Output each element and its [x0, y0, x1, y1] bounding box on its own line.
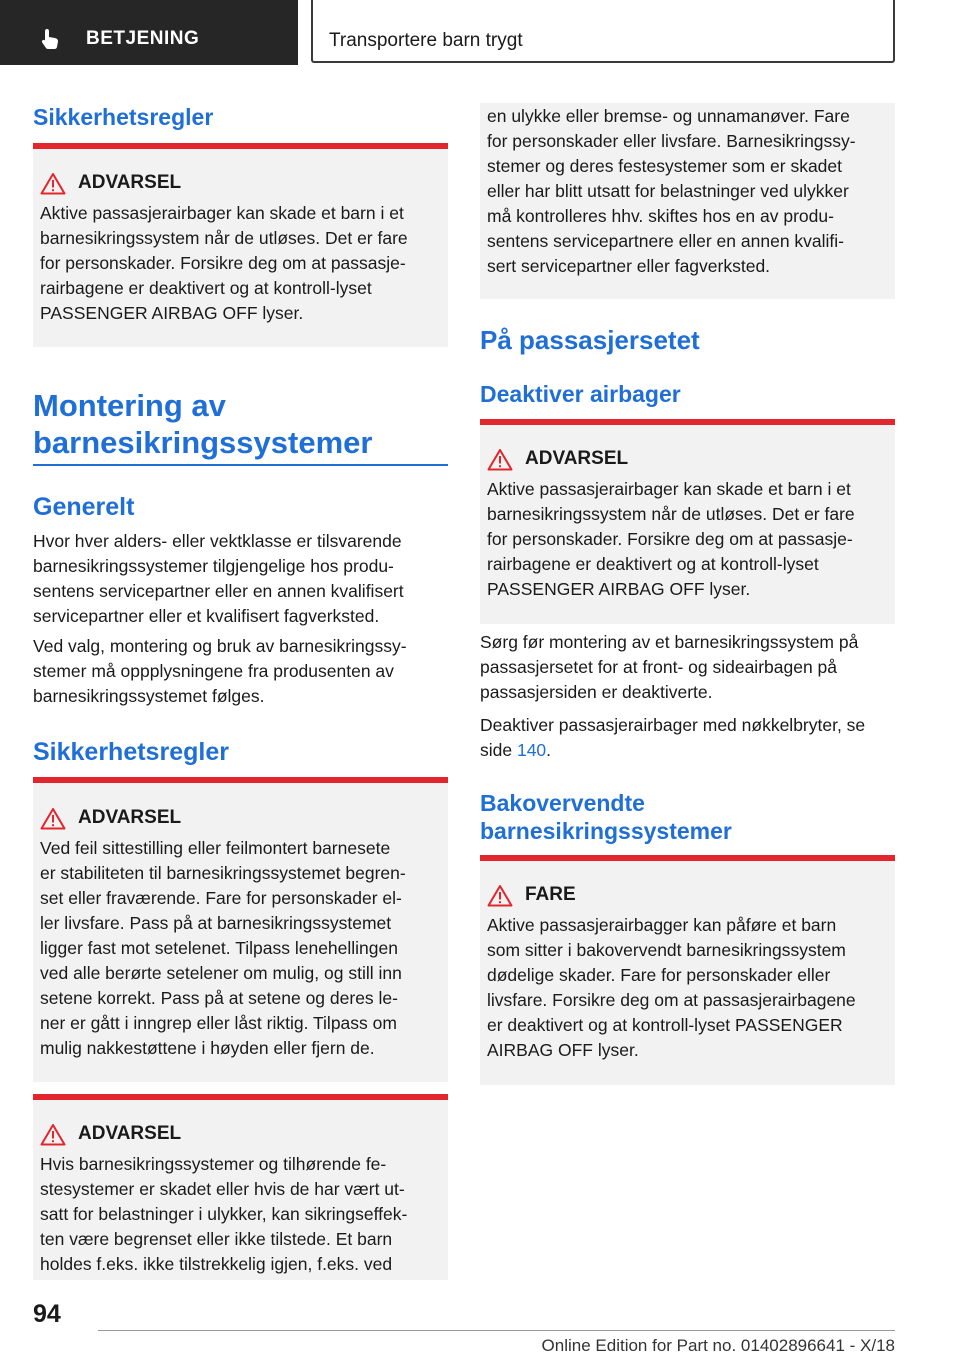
warning-box-3: [33, 1094, 448, 1280]
heading-line: barnesikringssystemer: [33, 425, 373, 460]
warning-line: mulig nakkestøttene i høyden eller fjern de.: [40, 1038, 375, 1058]
page-reference-link[interactable]: 140: [516, 740, 547, 760]
warning-line: ner er gått i inngrep eller låst riktig. Tilpass om: [40, 1013, 397, 1033]
text-line: Deaktiver passasjerairbager med nøkkelbryter, se: [480, 715, 866, 735]
warning-title: ADVARSEL: [78, 172, 182, 193]
warning-triangle-icon: [40, 172, 66, 195]
warning-title: ADVARSEL: [78, 1123, 182, 1144]
text-line: Sørg før montering av et barnesikringssystem på: [480, 632, 859, 652]
warning-line: barnesikringssystem når de utløses. Det er fare: [487, 504, 855, 524]
warning-text: [487, 104, 885, 279]
general-paragraph-2: [33, 634, 448, 709]
heading-rear-facing: [480, 789, 732, 845]
heading-passenger-seat: På passasjersetet: [480, 325, 700, 355]
instruction-paragraph-2: [480, 713, 900, 763]
warning-triangle-icon: [40, 807, 66, 830]
warning-line: PASSENGER AIRBAG OFF lyser.: [40, 303, 304, 323]
warning-line: må kontrolleres hhv. skiftes hos en av produ-: [487, 206, 834, 226]
heading-underline: [33, 464, 448, 466]
text-fragment: .: [546, 740, 552, 760]
text-line: [480, 738, 900, 763]
warning-line: ten være begrenset eller ikke tilstede. Et barn: [40, 1229, 393, 1249]
warning-line: ved alle berørte setelener om mulig, og still inn: [40, 963, 402, 983]
danger-title: FARE: [525, 884, 576, 905]
heading-safety-rules-1: Sikkerhetsregler: [33, 104, 214, 130]
text-line: sentens servicepartner eller en annen kvalifisert: [33, 581, 404, 601]
warning-line: rairbagene er deaktivert og at kontroll-lyset: [40, 278, 372, 298]
heading-safety-rules-2: Sikkerhetsregler: [33, 738, 229, 766]
hand-pointer-icon: [38, 27, 62, 51]
warning-line: ler livsfare. Pass på at barnesikringssystemet: [40, 913, 392, 933]
warning-line: for personskader eller livsfare. Barnesikringssy-: [487, 131, 856, 151]
warning-bar: [33, 777, 448, 783]
danger-box: [480, 855, 895, 1085]
warning-bar: [480, 419, 895, 425]
text-line: Ved valg, montering og bruk av barnesikringssy-: [33, 636, 407, 656]
warning-line: for personskader. Forsikre deg om at passasje-: [40, 253, 406, 273]
text-line: passasjersetet for at front- og sideairbagen på: [480, 657, 838, 677]
warning-text: [40, 1152, 438, 1277]
danger-line: livsfare. Forsikre deg om at passasjerairbagene: [487, 990, 856, 1010]
warning-title: ADVARSEL: [525, 448, 629, 469]
warning-line: barnesikringssystem når de utløses. Det er fare: [40, 228, 408, 248]
warning-triangle-icon: [40, 1123, 66, 1146]
warning-line: stemer og deres festesystemer som er skadet: [487, 156, 842, 176]
warning-line: Hvis barnesikringssystemer og tilhørende fe-: [40, 1154, 387, 1174]
text-line: barnesikringssystemer tilgjengelige hos produ-: [33, 556, 394, 576]
warning-line: setene korrekt. Pass på at setene og deres le-: [40, 988, 398, 1008]
danger-line: som sitter i bakovervendt barnesikringssystem: [487, 940, 846, 960]
chapter-title: Transportere barn trygt: [329, 30, 523, 51]
warning-box-3-continued: [480, 103, 895, 299]
danger-line: dødelige skader. Fare for personskader eller: [487, 965, 831, 985]
heading-general: Generelt: [33, 493, 135, 521]
warning-line: Aktive passasjerairbager kan skade et barn i et: [40, 203, 404, 223]
heading-line: Bakovervendte: [480, 790, 645, 816]
section-label: BETJENING: [86, 28, 200, 49]
text-line: stemer må oppplysningene fra produsenten av: [33, 661, 394, 681]
danger-line: Aktive passasjerairbagger kan påføre et barn: [487, 915, 837, 935]
warning-text: [40, 201, 438, 326]
danger-text: [487, 913, 885, 1063]
warning-line: Ved feil sittestilling eller feilmontert barnesete: [40, 838, 391, 858]
warning-box-2: [33, 777, 448, 1082]
instruction-paragraph-1: [480, 630, 900, 705]
warning-line: sentens servicepartnere eller en annen kvalifi-: [487, 231, 844, 251]
warning-line: stesystemer er skadet eller hvis de har vært ut-: [40, 1179, 405, 1199]
warning-triangle-icon: [487, 448, 513, 471]
warning-line: for personskader. Forsikre deg om at passasje-: [487, 529, 853, 549]
footer-rule: [98, 1330, 895, 1331]
warning-triangle-icon: [487, 884, 513, 907]
text-fragment: side: [480, 740, 517, 760]
danger-bar: [480, 855, 895, 861]
warning-line: Aktive passasjerairbager kan skade et barn i et: [487, 479, 851, 499]
warning-title: ADVARSEL: [78, 807, 182, 828]
section-tab: [0, 0, 298, 65]
warning-line: satt for belastninger i ulykker, kan sikringseffek-: [40, 1204, 408, 1224]
text-line: passasjersiden er deaktiverte.: [480, 682, 713, 702]
text-line: barnesikringssystemet følges.: [33, 686, 265, 706]
warning-line: eller har blitt utsatt for belastninger ved ulykker: [487, 181, 849, 201]
warning-line: rairbagene er deaktivert og at kontroll-lyset: [487, 554, 819, 574]
text-line: servicepartner eller et kvalifisert fagverksted.: [33, 606, 380, 626]
warning-line: ligger fast mot setelenet. Tilpass lenehellingen: [40, 938, 398, 958]
warning-box-4: [480, 419, 895, 624]
chapter-header: [311, 0, 895, 63]
warning-text: [40, 836, 438, 1061]
warning-text: [487, 477, 885, 602]
danger-line: AIRBAG OFF lyser.: [487, 1040, 639, 1060]
heading-mounting: [33, 387, 372, 461]
heading-line: barnesikringssystemer: [480, 818, 732, 844]
warning-line: set eller fraværende. Fare for personskader el-: [40, 888, 402, 908]
warning-line: PASSENGER AIRBAG OFF lyser.: [487, 579, 751, 599]
warning-line: holdes f.eks. ikke tilstrekkelig igjen, f.eks. ved: [40, 1254, 393, 1274]
heading-line: Montering av: [33, 388, 226, 423]
warning-box-1: [33, 143, 448, 347]
warning-line: er stabiliteten til barnesikringssystemet begren-: [40, 863, 406, 883]
danger-line: er deaktivert og at kontroll-lyset PASSENGER: [487, 1015, 843, 1035]
page-number: 94: [33, 1300, 61, 1328]
warning-line: sert servicepartner eller fagverksted.: [487, 256, 771, 276]
general-paragraph-1: [33, 529, 448, 629]
warning-bar: [33, 143, 448, 149]
edition-footer: Online Edition for Part no. 01402896641 - X/18: [541, 1336, 895, 1355]
warning-line: en ulykke eller bremse- og unnamanøver. Fare: [487, 106, 850, 126]
text-line: Hvor hver alders- eller vektklasse er tilsvarende: [33, 531, 402, 551]
warning-bar: [33, 1094, 448, 1100]
heading-deactivate-airbags: Deaktiver airbager: [480, 381, 681, 407]
